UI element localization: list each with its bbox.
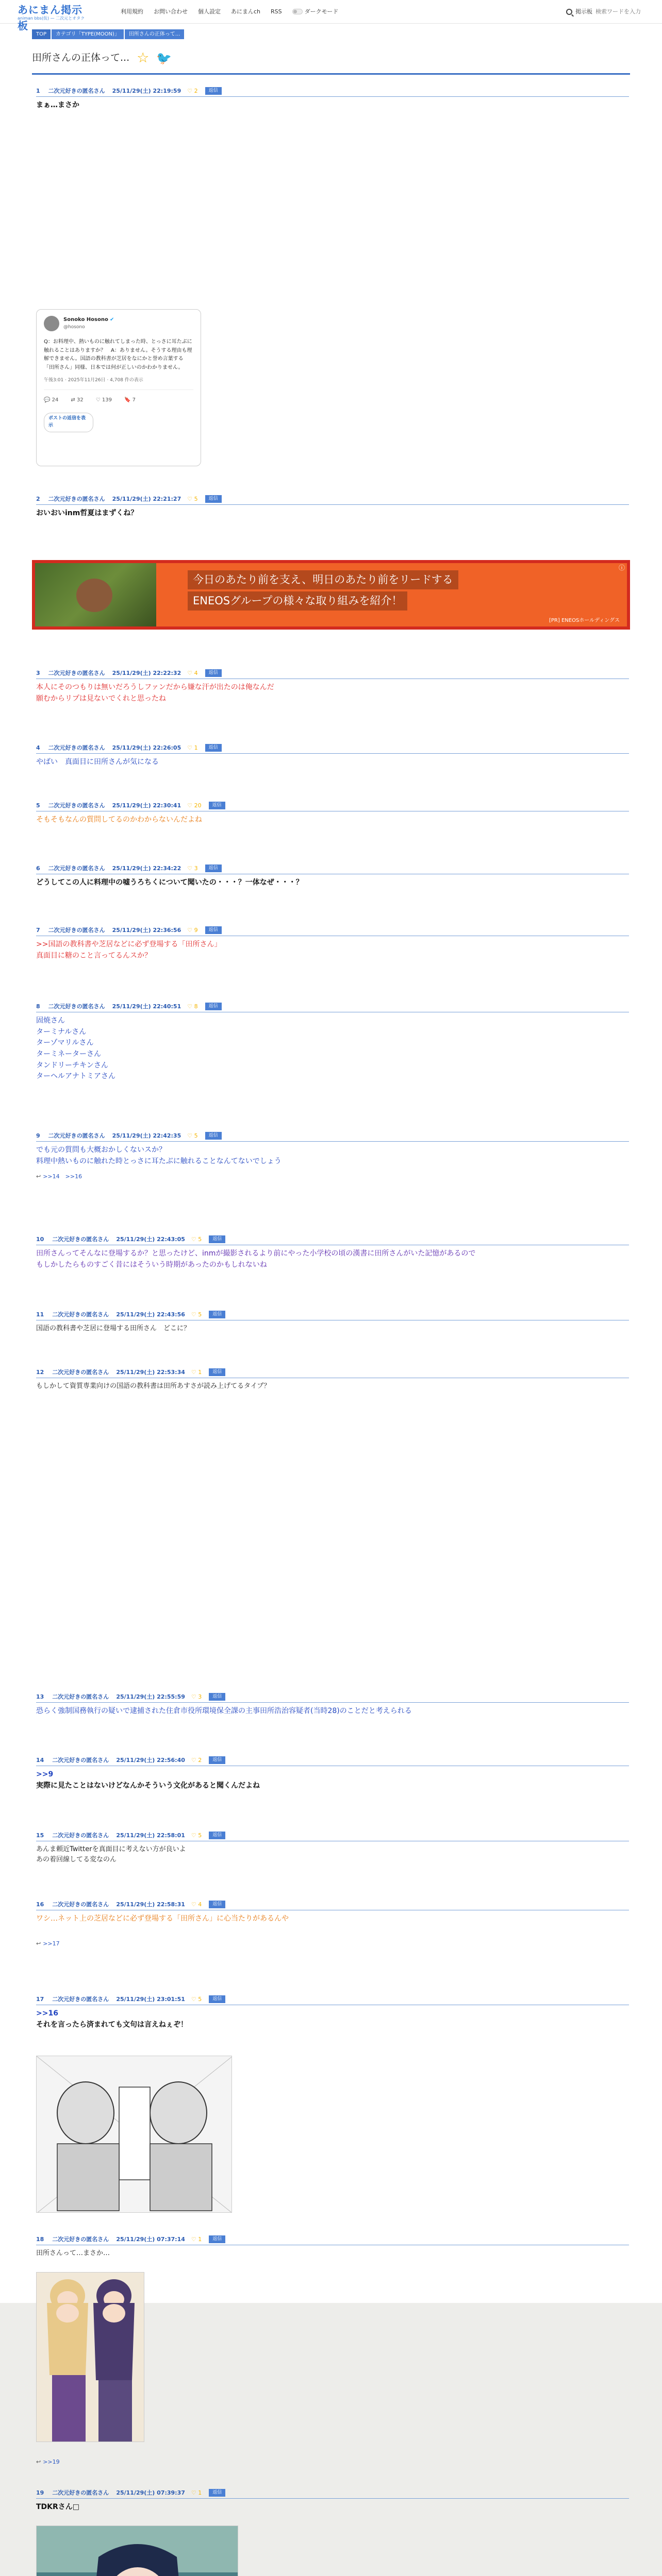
post-number[interactable]: 5 [36, 802, 40, 809]
reply-button[interactable]: 返信 [209, 2489, 225, 2497]
post-date: 25/11/29(土) 07:37:14 [116, 2236, 185, 2243]
post-header [36, 2235, 629, 2245]
post-date: 25/11/29(土) 22:58:31 [116, 1901, 185, 1908]
poster-name: 二次元好きの匿名さん [48, 88, 105, 94]
tweet-handle: @hosono [63, 324, 85, 330]
reply-arrow-icon: ↩ [36, 2459, 41, 2465]
poster-name: 二次元好きの匿名さん [48, 802, 105, 809]
post-8 [36, 1002, 629, 1082]
like-button[interactable]: ♡ 4 [187, 670, 198, 676]
post-10 [36, 1235, 629, 1270]
anime-character-image[interactable] [36, 2526, 238, 2576]
search-scope[interactable]: 掲示板 [575, 8, 592, 15]
post-line: ターヘルアナトミアさん [36, 1072, 115, 1081]
ad-subline: ENEOSグループの様々な取り組みを紹介！ [188, 591, 407, 611]
post-date: 25/11/29(土) 23:01:51 [116, 1996, 185, 2003]
reply-button[interactable]: 返信 [209, 1901, 225, 1908]
post-body [36, 682, 629, 704]
post-7 [36, 926, 629, 961]
post-line: 料理中熱いものに触れた時とっさに耳たぶに触れることなんてないでしょう [36, 1157, 282, 1165]
poster-name: 二次元好きの匿名さん [48, 496, 105, 502]
post-header [36, 864, 629, 874]
post-header [36, 743, 629, 754]
like-button[interactable]: ♡ 4 [191, 1901, 202, 1908]
reply-anchors[interactable]: >>19 [43, 2459, 60, 2465]
post-6 [36, 864, 629, 889]
post-number[interactable]: 3 [36, 670, 40, 676]
tweet-actions [44, 396, 193, 404]
retweet-icon: ⇄ [71, 397, 75, 403]
anime-character-illustration [37, 2526, 238, 2576]
post-number[interactable]: 12 [36, 1369, 44, 1376]
post-header [36, 801, 629, 811]
reply-button[interactable]: 返信 [205, 865, 222, 872]
post-19 [36, 2488, 629, 2513]
post-body: まぁ…まさか [36, 101, 79, 110]
reply-button[interactable]: 返信 [209, 2235, 225, 2243]
post-line: ターゾマリルさん [36, 1039, 94, 1047]
post-header [36, 1235, 629, 1245]
reply-links[interactable] [36, 1939, 629, 1948]
search-box [566, 7, 650, 17]
embedded-tweet[interactable] [36, 309, 201, 466]
title-divider [32, 73, 630, 75]
reply-button[interactable]: 返信 [205, 1003, 222, 1010]
post-4 [36, 743, 629, 768]
poster-name: 二次元好きの匿名さん [52, 1236, 109, 1243]
poster-name: 二次元好きの匿名さん [48, 865, 105, 872]
reply-button[interactable]: 返信 [205, 744, 222, 752]
post-date: 25/11/29(土) 22:21:27 [112, 496, 181, 502]
post-line: ターミネーターさん [36, 1050, 101, 1059]
tweet-reply[interactable] [44, 396, 58, 404]
reply-arrow-icon: ↩ [36, 1940, 41, 1947]
like-button[interactable]: ♡ 5 [191, 1996, 202, 2003]
post-body: 国語の教科書や芝居に登場する田所さん どこに？ [36, 1325, 191, 1333]
verified-icon: ✔ [110, 317, 114, 323]
breadcrumb-top[interactable]: TOP [32, 29, 51, 39]
search-icon[interactable] [566, 9, 572, 15]
post-number[interactable]: 8 [36, 1003, 40, 1010]
post-date: 25/11/29(土) 22:43:56 [116, 1311, 185, 1318]
post-2 [36, 495, 629, 519]
reply-button[interactable]: 返信 [209, 1235, 225, 1243]
dark-mode-label: ダークモード [304, 8, 339, 15]
like-button[interactable]: ♡ 2 [187, 88, 198, 94]
like-button[interactable]: ♡ 5 [191, 1236, 202, 1243]
poster-name: 二次元好きの匿名さん [52, 2236, 109, 2243]
post-line: ターミナルさん [36, 1027, 87, 1036]
show-replies-button[interactable]: ポストの返信を表示 [44, 413, 93, 432]
poster-name: 二次元好きの匿名さん [52, 1693, 109, 1700]
post-number[interactable]: 6 [36, 865, 40, 872]
post-12 [36, 1368, 629, 1392]
tweet-author: Sonoko Hosono [63, 317, 108, 323]
post-date: 25/11/29(土) 22:42:35 [112, 1132, 181, 1139]
post-date: 25/11/29(土) 22:55:59 [116, 1693, 185, 1700]
like-button[interactable]: ♡ 20 [187, 802, 202, 809]
tweet-bookmark[interactable] [124, 396, 136, 404]
post-body [36, 2008, 629, 2030]
top-nav [121, 7, 338, 16]
poster-name: 二次元好きの匿名さん [52, 1832, 109, 1839]
post-line: 願むからリプは見ないでくれと思ったね [36, 694, 166, 703]
post-header [36, 669, 629, 679]
dark-mode-toggle[interactable] [292, 7, 339, 16]
page-continuation [0, 2303, 662, 2576]
breadcrumb [32, 29, 184, 39]
search-input[interactable] [595, 7, 650, 17]
post-header [36, 1995, 629, 2005]
post-body: TDKRさん□ [36, 2503, 80, 2512]
post-body: ワシ…ネット上の芝居などに必ず登場する「田所さん」に心当たりがあるんや [36, 1914, 289, 1923]
post-body: そもそもなんの質問してるのかわからないんだよね [36, 816, 202, 824]
ad-image [35, 563, 156, 626]
tweet-bookmark-count: 7 [132, 397, 136, 403]
post-body [36, 1145, 629, 1167]
like-button[interactable]: ♡ 9 [187, 927, 198, 934]
post-number[interactable]: 16 [36, 1901, 44, 1908]
tweet-like[interactable] [96, 396, 112, 404]
toggle-icon [292, 9, 303, 14]
ad-info-icon[interactable]: ⓘ [618, 564, 625, 571]
reply-button[interactable]: 返信 [209, 802, 225, 809]
post-number[interactable]: 11 [36, 1311, 44, 1318]
post-number[interactable]: 18 [36, 2236, 44, 2243]
reply-button[interactable]: 返信 [209, 1832, 225, 1839]
post-11 [36, 1310, 629, 1334]
tweet-like-count: 139 [102, 397, 112, 403]
post-line: >>国語の教科書や芝居などに必ず登場する「田所さん」 [36, 940, 222, 949]
post-date: 25/11/29(土) 22:34:22 [112, 865, 181, 872]
ad-headline: 今日のあたり前を支え、明日のあたり前をリードする [188, 570, 458, 589]
like-button[interactable]: ♡ 3 [187, 865, 198, 872]
anime-girls-image-lower[interactable] [36, 2303, 144, 2442]
post-body [36, 939, 629, 961]
reply-button[interactable]: 返信 [209, 1756, 225, 1764]
poster-name: 二次元好きの匿名さん [52, 1757, 109, 1764]
post-line: 真面目に糖のこと言ってるんスか？ [36, 951, 152, 960]
poster-name: 二次元好きの匿名さん [52, 1369, 109, 1376]
anime-girls-image[interactable] [36, 2272, 144, 2303]
post-line: 実際に見たことはないけどなんかそういう文化があると聞くんだよね [36, 1781, 260, 1790]
manga-panel-image[interactable] [36, 2056, 232, 2213]
post-body: やばい 真面目に田所さんが気になる [36, 758, 159, 767]
post-date: 25/11/29(土) 22:58:01 [116, 1832, 185, 1839]
post-number[interactable]: 2 [36, 496, 40, 502]
like-button[interactable]: ♡ 1 [187, 744, 198, 751]
post-16 [36, 1900, 629, 1948]
post-1 [36, 87, 629, 111]
post-header [36, 1831, 629, 1841]
tweet-text: Q：お料理中、熱いものに触れてしまった時、とっさに耳たぶに触れることはありますか？ A：ありません。そうする理由も理解できません。国語の教科書が芝居をなにかと誉め言葉する「田所さん」同様、日本では何が正しいのかわかりません。 [44, 339, 192, 370]
post-body [36, 1015, 629, 1082]
poster-name: 二次元好きの匿名さん [52, 1901, 109, 1908]
post-date: 25/11/29(土) 22:40:51 [112, 1003, 181, 1010]
thread-header [32, 50, 630, 65]
post-line: それを言ったら済まれても文句は言えねぇぞ！ [36, 2020, 188, 2029]
post-line: 田所さんってそんなに登場するか？と思ったけど、inmが撮影されるより前にやった小学校の頃の漢書に田所さんがいた記憶があるので [36, 1249, 476, 1258]
reply-button[interactable]: 返信 [205, 1132, 222, 1140]
poster-name: 二次元好きの匿名さん [52, 1996, 109, 2003]
thread-title: 田所さんの正体って... [32, 52, 130, 63]
post-header [36, 87, 629, 97]
tweet-meta: 午後3:01 · 2025年11月26日 · 4,708 件の表示 [44, 377, 193, 390]
post-date: 25/11/29(土) 22:19:59 [112, 88, 181, 94]
post-header [36, 926, 629, 936]
post-number[interactable]: 1 [36, 88, 40, 94]
bookmark-icon: 🔖 [124, 397, 131, 403]
nav-rss[interactable]: RSS [271, 8, 282, 15]
reply-icon: 💬 [44, 397, 51, 403]
heart-icon: ♡ [95, 397, 101, 403]
reply-button[interactable]: 返信 [209, 1693, 225, 1701]
post-number[interactable]: 10 [36, 1236, 44, 1243]
post-body: 恐らく強制国務執行の疑いで逮捕された住倉市役所環境保全課の主事田所浩治容疑者(当時28)のことだと考えられる [36, 1707, 412, 1716]
post-date: 25/11/29(土) 22:30:41 [112, 802, 181, 809]
reply-links[interactable] [36, 2458, 60, 2466]
post-header [36, 1002, 629, 1012]
reply-anchors[interactable]: >>14 >>16 [43, 1173, 82, 1180]
post-body: おいおいinm哲夏はまずくね？ [36, 509, 138, 518]
post-number[interactable]: 15 [36, 1832, 44, 1839]
anime-illustration-lower [37, 2303, 144, 2442]
post-number[interactable]: 7 [36, 927, 40, 934]
poster-name: 二次元好きの匿名さん [48, 744, 105, 751]
post-date: 25/11/29(土) 22:22:32 [112, 670, 181, 676]
post-number[interactable]: 17 [36, 1996, 44, 2003]
reply-links[interactable] [36, 1172, 629, 1181]
favorite-star-icon[interactable]: ☆ [137, 50, 150, 66]
post-date: 25/11/29(土) 22:53:34 [116, 1369, 185, 1376]
post-body: 田所さんって…まさか… [36, 2249, 110, 2258]
reply-button[interactable]: 返信 [205, 669, 222, 677]
twitter-share-icon[interactable]: 🐦 [156, 50, 172, 65]
post-header [36, 495, 629, 505]
ad-sponsor: [PR] ENEOSホールディングス [549, 617, 620, 623]
like-button[interactable]: ♡ 8 [187, 1003, 198, 1010]
reply-anchors[interactable]: >>17 [43, 1940, 60, 1947]
post-number[interactable]: 14 [36, 1757, 44, 1764]
like-button[interactable]: ♡ 1 [191, 2236, 202, 2243]
post-header [36, 1310, 629, 1320]
post-line: タンドリーチキンさん [36, 1061, 108, 1070]
post-date: 25/11/29(土) 22:26:05 [112, 744, 181, 751]
post-date: 25/11/29(土) 22:43:05 [116, 1236, 185, 1243]
post-5 [36, 801, 629, 826]
avatar [44, 316, 59, 331]
poster-name: 二次元好きの匿名さん [52, 1311, 109, 1318]
reply-button[interactable]: 返信 [205, 87, 222, 95]
nav-contact[interactable]: お問い合わせ [154, 8, 188, 15]
poster-name: 二次元好きの匿名さん [48, 1132, 105, 1139]
post-line: もしかしたらものすごく昔にはそういう時期があったのかもしれないね [36, 1260, 267, 1269]
post-body [36, 1769, 629, 1791]
post-number[interactable]: 9 [36, 1132, 40, 1139]
poster-name: 二次元好きの匿名さん [48, 927, 105, 934]
tweet-retweet[interactable] [71, 396, 83, 404]
post-9 [36, 1131, 629, 1181]
reply-anchor[interactable]: >>9 [36, 1770, 54, 1779]
post-line: あんま頼近Twitterを真面目に考えない方が良いよ [36, 1845, 186, 1854]
like-button[interactable]: ♡ 1 [191, 2489, 202, 2496]
post-body: もしかして資質専業向けの国語の教科書は田所あすさが読み上げてるタイプ？ [36, 1382, 271, 1391]
like-button[interactable]: ♡ 5 [191, 1832, 202, 1839]
post-body [36, 1844, 629, 1865]
poster-name: 二次元好きの匿名さん [48, 1003, 105, 1010]
post-3 [36, 669, 629, 704]
like-button[interactable]: ♡ 5 [191, 1311, 202, 1318]
reply-button[interactable]: 返信 [205, 495, 222, 503]
reply-button[interactable]: 返信 [209, 1368, 225, 1376]
reply-button[interactable]: 返信 [209, 1311, 225, 1318]
tweet-reply-count: 24 [52, 397, 59, 403]
logo-title: あにまん掲示板 [18, 3, 82, 32]
nav-terms[interactable]: 利用規約 [121, 8, 143, 15]
nav-settings[interactable]: 個人設定 [198, 8, 221, 15]
post-line: でも元の質問も大概おかしくないスか？ [36, 1146, 166, 1155]
reply-button[interactable]: 返信 [205, 926, 222, 934]
like-button[interactable]: ♡ 2 [191, 1757, 202, 1764]
post-13 [36, 1692, 629, 1717]
post-date: 25/11/29(土) 22:36:56 [112, 927, 181, 934]
post-header [36, 1756, 629, 1766]
post-header [36, 1900, 629, 1910]
post-number[interactable]: 4 [36, 744, 40, 751]
reply-button[interactable]: 返信 [209, 1995, 225, 2003]
anime-illustration [37, 2273, 144, 2303]
breadcrumb-category[interactable]: カテゴリ「TYPE(MOON)」 [52, 29, 124, 39]
post-header [36, 1368, 629, 1378]
ad-banner[interactable] [32, 560, 630, 630]
post-18 [36, 2235, 629, 2259]
post-17 [36, 1995, 629, 2030]
post-date: 25/11/29(土) 07:39:37 [116, 2489, 185, 2496]
post-line: あの着回線してる変なのん [36, 1856, 117, 1864]
logo-subtitle: animan bbs(仮) — 二次元とオタク [18, 15, 85, 21]
like-button[interactable]: ♡ 3 [191, 1693, 202, 1700]
post-number[interactable]: 19 [36, 2489, 44, 2496]
post-body: どうしてこの人に料理中の嘘うろちくについて聞いたの・・・？一体なぜ・・・？ [36, 878, 303, 887]
site-logo[interactable] [12, 2, 90, 32]
like-button[interactable]: ♡ 5 [187, 1132, 198, 1139]
nav-animanch[interactable]: あにまんch [231, 8, 261, 15]
reply-arrow-icon: ↩ [36, 1173, 41, 1180]
post-header [36, 1692, 629, 1703]
like-button[interactable]: ♡ 1 [191, 1369, 202, 1376]
post-14 [36, 1756, 629, 1791]
post-date: 25/11/29(土) 22:56:40 [116, 1757, 185, 1764]
tweet-retweet-count: 32 [76, 397, 84, 403]
post-line: 本人にそのつもりは無いだろうしファンだから嫌な汗が出たのは俺なんだ [36, 683, 274, 692]
poster-name: 二次元好きの匿名さん [52, 2489, 109, 2496]
post-header [36, 2488, 629, 2499]
manga-illustration [37, 2056, 232, 2213]
like-button[interactable]: ♡ 5 [187, 496, 198, 502]
post-body [36, 1248, 629, 1270]
reply-anchor[interactable]: >>16 [36, 2009, 58, 2018]
poster-name: 二次元好きの匿名さん [48, 670, 105, 676]
post-15 [36, 1831, 629, 1865]
post-number[interactable]: 13 [36, 1693, 44, 1700]
breadcrumb-thread[interactable]: 田所さんの正体って... [125, 29, 185, 39]
top-bar [0, 0, 662, 32]
post-header [36, 1131, 629, 1142]
post-line: 固焼さん [36, 1016, 65, 1025]
